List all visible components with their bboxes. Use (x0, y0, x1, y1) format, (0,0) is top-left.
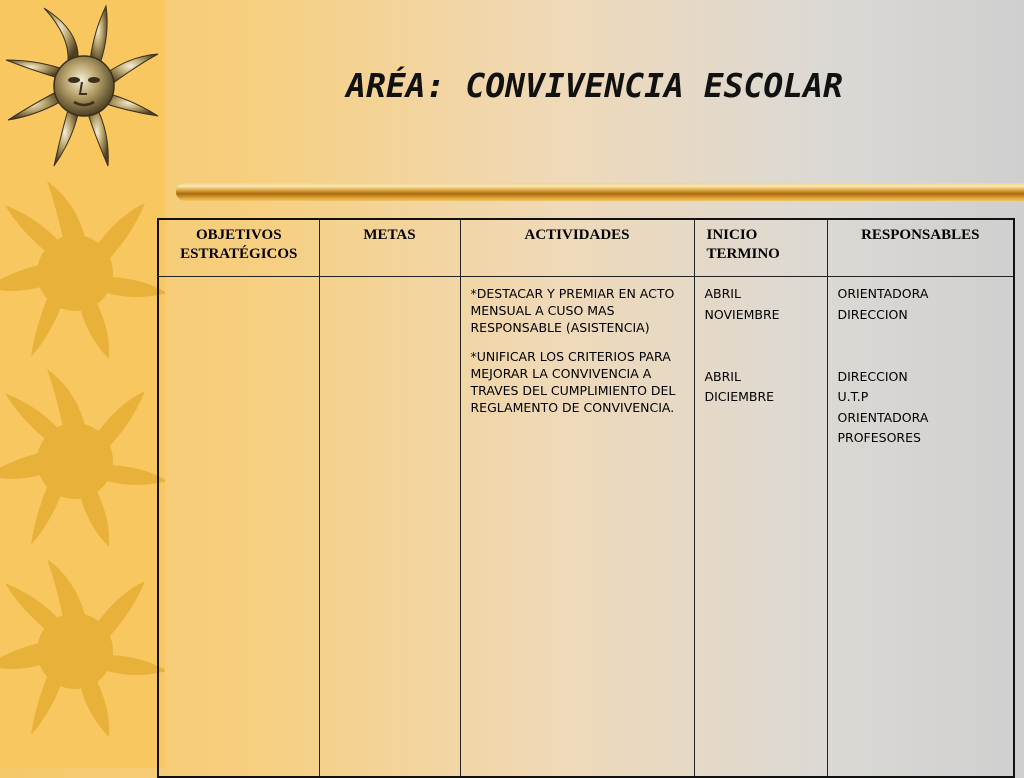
header-objetivos-line2: ESTRATÉGICOS (180, 246, 298, 262)
table-header-row (158, 219, 1014, 277)
cell-responsables (827, 277, 1014, 778)
date-item: NOVIEMBRE (704, 306, 780, 322)
plan-table (157, 218, 1015, 778)
header-inicio-line2: TERMINO (706, 246, 780, 262)
actividad-item: *DESTACAR Y PREMIAR EN ACTO MENSUAL A CUSO MAS RESPONSABLE (ASISTENCIA) (470, 286, 675, 335)
header-actividades: ACTIVIDADES (460, 219, 694, 277)
actividad-item: *UNIFICAR LOS CRITERIOS PARA MEJORAR LA CONVIVENCIA A TRAVES DEL CUMPLIMIENTO DEL REGLAMENTO DE CONVIVENCIA. (470, 349, 676, 415)
responsable-item: U.T.P (837, 389, 869, 404)
plan-table-container (157, 218, 1013, 778)
gold-divider-bar (176, 183, 1024, 201)
responsable-item: ORIENTADORA (837, 409, 929, 425)
sun-icon (0, 556, 165, 746)
cell-actividades (460, 277, 694, 778)
table-row (158, 277, 1014, 778)
cell-objetivos (158, 277, 319, 778)
spacer (838, 326, 1006, 364)
header-inicio-line1: INICIO (706, 227, 758, 243)
header-responsables: RESPONSABLES (827, 219, 1014, 277)
date-item: ABRIL (704, 286, 741, 301)
metallic-sun-face-icon (0, 0, 165, 190)
header-objetivos-line1: OBJETIVOS (195, 227, 282, 243)
date-item: ABRIL (704, 368, 741, 384)
responsable-item: DIRECCION (837, 368, 908, 384)
responsable-item: DIRECCION (837, 306, 908, 322)
cell-inicio-termino (694, 277, 827, 778)
header-objetivos (158, 219, 319, 277)
slide-title: ARÉA: CONVIVENCIA ESCOLAR (346, 66, 843, 105)
date-item: DICIEMBRE (704, 389, 775, 404)
header-inicio-termino (694, 219, 827, 277)
cell-metas (319, 277, 460, 778)
spacer (705, 326, 819, 364)
responsable-item: PROFESORES (837, 430, 921, 445)
responsable-item: ORIENTADORA (837, 286, 929, 301)
sidebar-decoration (0, 0, 165, 768)
sun-icon (0, 366, 165, 556)
header-metas: METAS (319, 219, 460, 277)
sun-icon (0, 178, 165, 368)
